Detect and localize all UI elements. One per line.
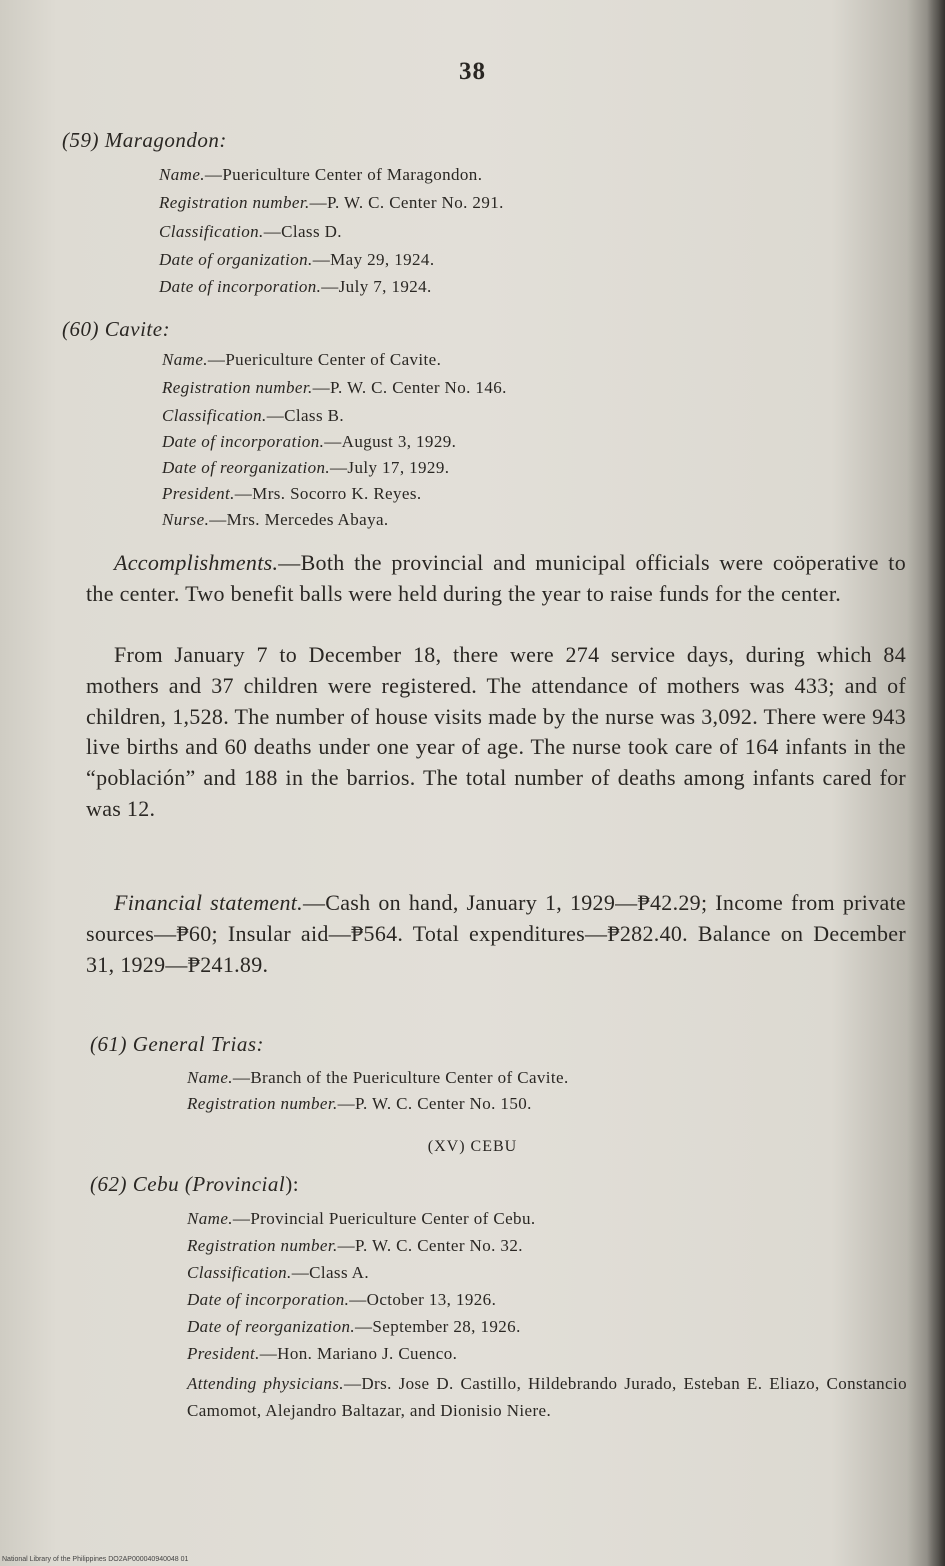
field-label: Date of incorporation. [159, 277, 322, 296]
entry-title: General Trias: [132, 1032, 265, 1056]
entry-heading-60 [62, 317, 170, 342]
field-line [159, 222, 342, 242]
field-label: Registration number. [187, 1094, 338, 1113]
entry-heading-61 [90, 1032, 264, 1057]
entry-number: (59) [62, 128, 99, 152]
field-line [187, 1263, 369, 1283]
paragraph-label: Financial statement. [114, 890, 303, 915]
field-line [159, 165, 482, 185]
field-label: Name. [187, 1209, 233, 1228]
entry-title: Maragondon: [104, 128, 227, 152]
paragraph-text: —Both the provincial and municipal officials were coöperative to the center. Two benefit balls were held during the year to raise funds for the center. [86, 550, 906, 606]
field-value: —Drs. Jose D. Castillo, Hildebrando Jurado, Esteban E. Eliazo, Constancio Camomot, Alejandro Baltazar, and Dionisio Niere. [187, 1374, 908, 1420]
field-line [159, 250, 434, 270]
entry-title-prefix: Cebu ( [132, 1172, 193, 1196]
entry-heading-62 [90, 1172, 299, 1197]
paragraph-text: From January 7 to December 18, there were 274 service days, during which 84 mothers and 37 children were registered. The attendance of mothers was 433; and of children, 1,528. The number of house visits made by the nurse was 3,092. There were 943 live births and 60 deaths under one year of age. The nurse took care of 164 infants in the “población” and 188 in the barrios. The total number of deaths among infants cared for was 12. [86, 642, 906, 821]
entry-number: (60) [62, 317, 99, 341]
field-value: —Branch of the Puericulture Center of Cavite. [232, 1068, 569, 1087]
field-line [159, 277, 432, 297]
field-label: Date of incorporation. [187, 1290, 350, 1309]
field-label: Classification. [187, 1263, 292, 1282]
scan-footer: National Library of the Philippines DO2AP000040940048 01 [2, 1556, 189, 1563]
field-line [187, 1068, 569, 1088]
field-label: President. [162, 484, 235, 503]
field-label: Date of reorganization. [162, 458, 331, 477]
section-title: (XV) CEBU [427, 1138, 518, 1155]
paragraph-financial-statement [86, 888, 906, 980]
field-attending-physicians [187, 1370, 907, 1424]
field-value: —May 29, 1924. [312, 250, 435, 269]
field-value: —P. W. C. Center No. 32. [337, 1236, 523, 1255]
entry-title-italic: Provincial [192, 1172, 286, 1196]
field-label: Date of organization. [159, 250, 313, 269]
field-label: Nurse. [162, 510, 210, 529]
field-value: —P. W. C. Center No. 146. [312, 378, 507, 397]
paragraph-text: —Cash on hand, January 1, 1929—₱42.29; Income from private sources—₱60; Insular aid—₱564. Total expenditures—₱282.40. Balance on December 31, 1929—₱241.89. [86, 890, 907, 977]
entry-title: Cavite: [104, 317, 171, 341]
field-line [187, 1209, 536, 1229]
field-value: —Class A. [291, 1263, 369, 1282]
field-label: Registration number. [159, 193, 310, 212]
field-label: Classification. [162, 406, 267, 425]
field-line [162, 510, 389, 530]
page-number: 38 [459, 58, 486, 85]
field-label: Name. [162, 350, 208, 369]
field-label: Date of incorporation. [162, 432, 325, 451]
entry-number: (61) [90, 1032, 127, 1056]
field-line [162, 458, 449, 478]
book-gutter-shadow [927, 0, 945, 1566]
field-line [159, 193, 504, 213]
field-value: —July 17, 1929. [330, 458, 450, 477]
field-label: Date of reorganization. [187, 1317, 356, 1336]
field-label: Name. [159, 165, 205, 184]
field-value: —Hon. Mariano J. Cuenco. [259, 1344, 458, 1363]
field-line [162, 484, 422, 504]
field-line [187, 1290, 496, 1310]
field-label: Classification. [159, 222, 264, 241]
field-value: —P. W. C. Center No. 150. [337, 1094, 532, 1113]
field-label: Registration number. [162, 378, 313, 397]
field-line [162, 432, 456, 452]
field-line [162, 378, 507, 398]
field-value: —Provincial Puericulture Center of Cebu. [232, 1209, 536, 1228]
field-label: Attending physicians. [187, 1374, 344, 1393]
field-label: Name. [187, 1068, 233, 1087]
field-line [187, 1236, 523, 1256]
field-value: —October 13, 1926. [349, 1290, 497, 1309]
field-value: —Class B. [266, 406, 344, 425]
field-value: —P. W. C. Center No. 291. [309, 193, 504, 212]
field-value: —Class D. [263, 222, 342, 241]
entry-number: (62) [90, 1172, 127, 1196]
entry-title-suffix: ): [285, 1172, 300, 1196]
field-line [162, 406, 344, 426]
paragraph-statistics [86, 640, 906, 825]
field-label: President. [187, 1344, 260, 1363]
field-value: —August 3, 1929. [324, 432, 457, 451]
field-line [187, 1094, 532, 1114]
field-value: —July 7, 1924. [321, 277, 432, 296]
field-line [187, 1344, 457, 1364]
paragraph-label: Accomplishments. [114, 550, 279, 575]
field-value: —Mrs. Socorro K. Reyes. [234, 484, 422, 503]
field-value: —Puericulture Center of Cavite. [207, 350, 442, 369]
field-line [162, 350, 441, 370]
field-value: —Mrs. Mercedes Abaya. [209, 510, 389, 529]
field-line [187, 1317, 521, 1337]
field-value: —September 28, 1926. [355, 1317, 521, 1336]
field-value: —Puericulture Center of Maragondon. [204, 165, 483, 184]
paragraph-accomplishments [86, 548, 906, 610]
entry-heading-59 [62, 128, 227, 153]
field-label: Registration number. [187, 1236, 338, 1255]
